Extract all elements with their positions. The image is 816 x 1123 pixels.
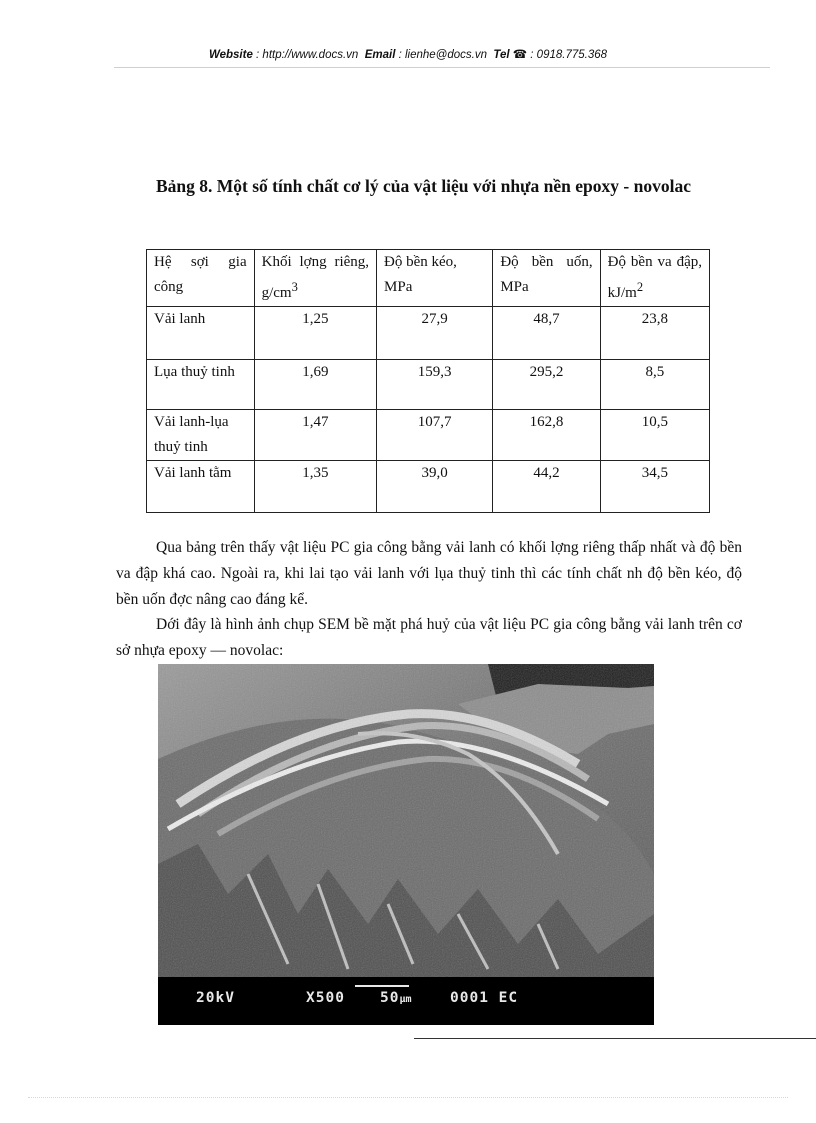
- sem-scale-unit: μm: [399, 994, 412, 1005]
- cell-density: 1,69: [254, 360, 376, 410]
- table-caption: Bảng 8. Một số tính chất cơ lý của vật liệu với nhựa nền epoxy - novolac: [156, 176, 691, 196]
- page-header: [0, 47, 816, 61]
- sem-code: 0001 EC: [450, 990, 519, 1006]
- cell-material: Vải lanh-lụa thuỷ tinh: [147, 410, 255, 461]
- cell-material: Vải lanh tằm: [147, 461, 255, 513]
- sem-voltage: 20kV: [196, 990, 235, 1006]
- cell-density: 1,25: [254, 307, 376, 360]
- paragraph-analysis: Qua bảng trên thấy vật liệu PC gia công bằng vải lanh có khối lợng riêng thấp nhất và độ bền va đập khá cao. Ngoài ra, khi lai tạo vải lanh với lụa thuỷ tinh thì các tính chất nh độ bền kéo, độ bền uốn đợc nâng cao đáng kể.: [116, 539, 742, 608]
- header-cell-tensile: Độ bền kéo, MPa: [377, 250, 493, 307]
- header-impact-sup: 2: [636, 280, 644, 294]
- cell-tensile: 159,3: [377, 360, 493, 410]
- sem-info-bar: [158, 977, 654, 1025]
- email-link[interactable]: : lienhe@docs.vn: [398, 49, 487, 61]
- tel-number: : 0918.775.368: [530, 49, 608, 61]
- header-cell-flexural: Độ bền uốn, MPa: [493, 250, 600, 307]
- paragraph-sem-intro: Dới đây là hình ảnh chụp SEM bề mặt phá huỷ của vật liệu PC gia công bằng vải lanh trên cơ sở nhựa epoxy — novolac:: [116, 616, 742, 659]
- footnote-divider: [414, 1038, 816, 1039]
- cell-impact: 8,5: [600, 360, 709, 410]
- header-cell-material: Hệ sợi gia công: [147, 250, 255, 307]
- cell-flexural: 295,2: [493, 360, 600, 410]
- cell-tensile: 27,9: [377, 307, 493, 360]
- cell-impact: 10,5: [600, 410, 709, 461]
- tel-label: Tel ☎: [493, 49, 528, 61]
- cell-tensile: 107,7: [377, 410, 493, 461]
- sem-scale-number: 50: [380, 990, 400, 1006]
- cell-material: Vải lanh: [147, 307, 255, 360]
- header-cell-impact: [600, 250, 709, 307]
- table-row: [147, 410, 710, 461]
- cell-material: Lụa thuỷ tinh: [147, 360, 255, 410]
- cell-tensile: 39,0: [377, 461, 493, 513]
- page-bottom-divider: [28, 1097, 788, 1098]
- table-row: [147, 307, 710, 360]
- sem-magnification: X500: [306, 990, 345, 1006]
- header-density-text: Khối lợng riêng, g/cm: [261, 254, 370, 301]
- sem-scale-bar: [355, 985, 409, 987]
- cell-flexural: 162,8: [493, 410, 600, 461]
- table-row: [147, 360, 710, 410]
- sem-scale-value: [380, 990, 412, 1006]
- cell-flexural: 48,7: [493, 307, 600, 360]
- website-label: Website: [208, 49, 253, 61]
- table-header-row: [147, 250, 710, 307]
- email-label: Email: [364, 49, 396, 61]
- table-row: [147, 461, 710, 513]
- sem-fracture-image: [158, 664, 654, 977]
- cell-impact: 34,5: [600, 461, 709, 513]
- cell-impact: 23,8: [600, 307, 709, 360]
- header-density-sup: 3: [291, 280, 298, 294]
- header-impact-text: Độ bền va đập, kJ/m: [607, 254, 702, 301]
- sem-micrograph: [158, 664, 654, 1025]
- cell-flexural: 44,2: [493, 461, 600, 513]
- properties-table: [146, 249, 710, 513]
- header-cell-density: [254, 250, 376, 307]
- website-link[interactable]: : http://www.docs.vn: [256, 49, 359, 61]
- cell-density: 1,47: [254, 410, 376, 461]
- cell-density: 1,35: [254, 461, 376, 513]
- header-divider: [114, 67, 770, 68]
